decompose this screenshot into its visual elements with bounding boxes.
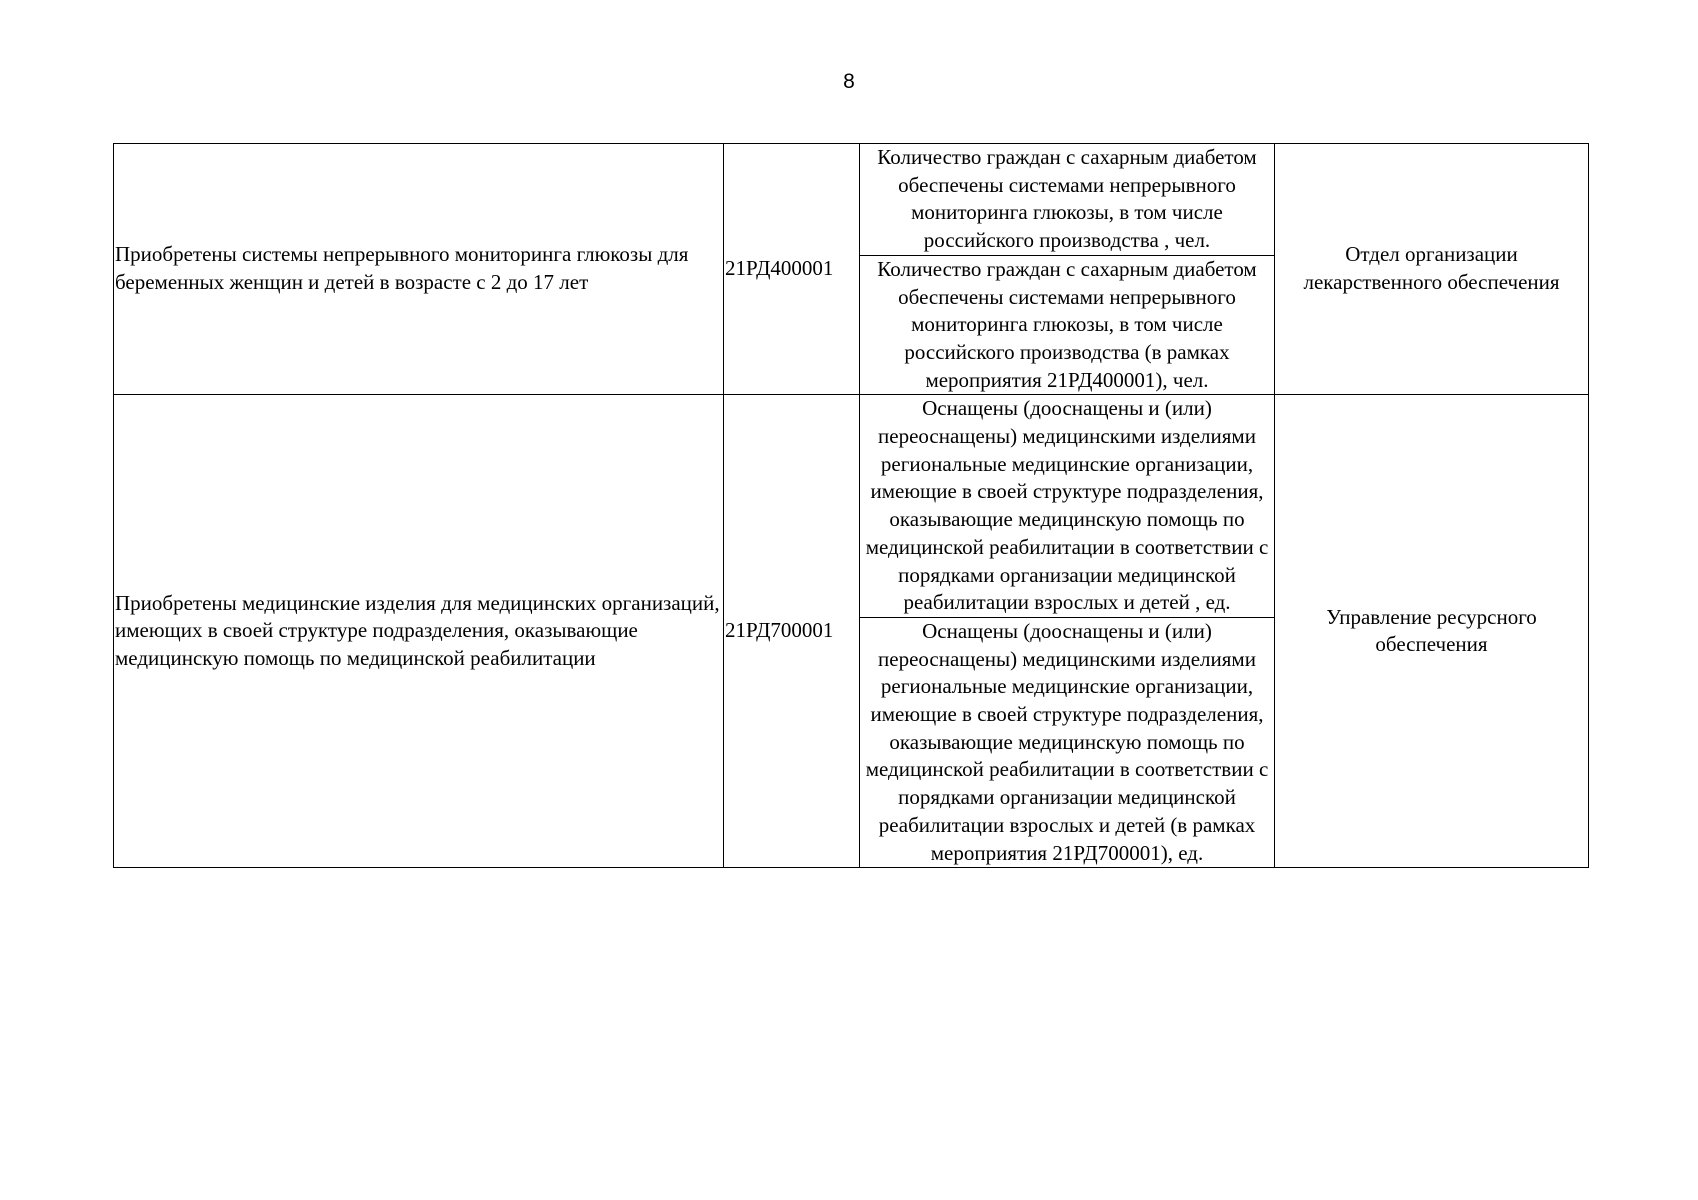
measure-description-cell: Приобретены медицинские изделия для медицинских организаций, имеющих в своей структуре подразделения, оказывающие медицинскую помощь по медицинской реабилитации — [114, 395, 724, 868]
table-row — [114, 395, 1589, 618]
responsible-unit-cell: Отдел организации лекарственного обеспечения — [1275, 144, 1589, 395]
indicator-cell: Количество граждан с сахарным диабетом обеспечены системами непрерывного мониторинга глюкозы, в том числе российского производства , чел. — [860, 144, 1275, 256]
indicator-cell: Оснащены (дооснащены и (или) переоснащены) медицинскими изделиями региональные медицинские организации, имеющие в своей структуре подразделения, оказывающие медицинскую помощь по медицинской реабилитации в соответствии с порядками организации медицинской реабилитации взрослых и детей , ед. — [860, 395, 1275, 618]
measure-description-cell: Приобретены системы непрерывного мониторинга глюкозы для беременных женщин и детей в возрасте с 2 до 17 лет — [114, 144, 724, 395]
indicator-cell: Оснащены (дооснащены и (или) переоснащены) медицинскими изделиями региональные медицинские организации, имеющие в своей структуре подразделения, оказывающие медицинскую помощь по медицинской реабилитации в соответствии с порядками организации медицинской реабилитации взрослых и детей (в рамках мероприятия 21РД700001), ед. — [860, 617, 1275, 867]
indicator-cell: Количество граждан с сахарным диабетом обеспечены системами непрерывного мониторинга глюкозы, в том числе российского производства (в рамках мероприятия 21РД400001), чел. — [860, 255, 1275, 395]
measure-code-cell: 21РД700001 — [724, 395, 860, 868]
responsible-unit-cell: Управление ресурсного обеспечения — [1275, 395, 1589, 868]
table-row — [114, 144, 1589, 256]
measure-code-cell: 21РД400001 — [724, 144, 860, 395]
measures-table — [113, 143, 1589, 868]
page-number: 8 — [843, 70, 855, 93]
